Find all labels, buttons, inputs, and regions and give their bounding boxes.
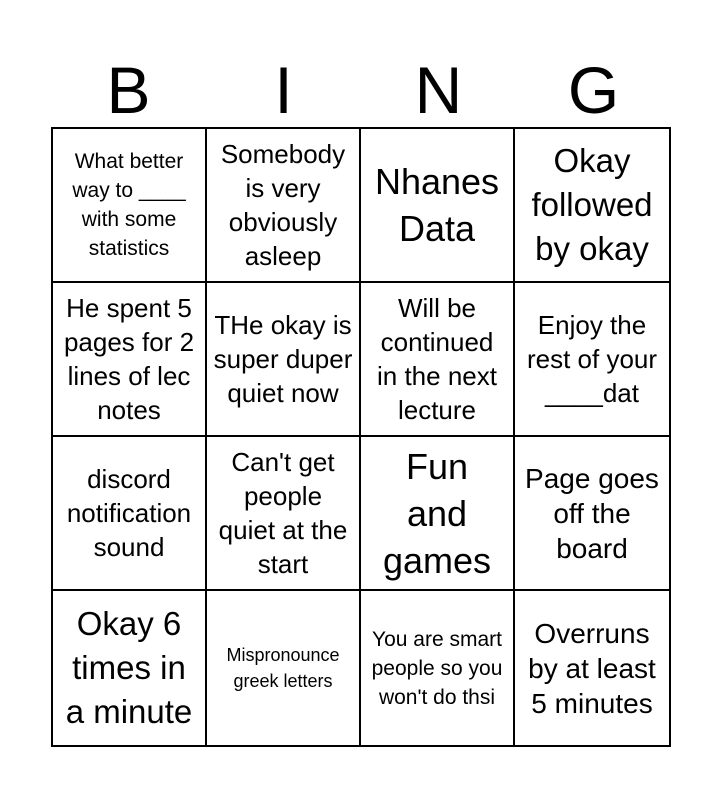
header-letter-b: B bbox=[106, 53, 151, 127]
bingo-cell[interactable] bbox=[361, 129, 515, 283]
header-letter-i: I bbox=[274, 53, 293, 127]
bingo-cell[interactable] bbox=[53, 591, 207, 745]
cell-text: Nhanes Data bbox=[374, 161, 500, 249]
cell-text: Will be continued in the next lecture bbox=[377, 293, 497, 425]
cell-text: Mispronounce greek letters bbox=[226, 645, 340, 691]
bingo-cell[interactable] bbox=[515, 437, 669, 591]
bingo-cell[interactable] bbox=[361, 437, 515, 591]
bingo-header bbox=[51, 52, 671, 128]
cell-text: Okay followed by okay bbox=[531, 142, 653, 267]
header-letter-g: G bbox=[567, 53, 620, 127]
bingo-cell[interactable] bbox=[207, 283, 361, 437]
bingo-cell[interactable] bbox=[207, 437, 361, 591]
bingo-cell[interactable] bbox=[53, 283, 207, 437]
cell-text: What better way to ____ with some statistics bbox=[72, 150, 186, 260]
cell-text: You are smart people so you won't do thsi bbox=[371, 627, 503, 709]
cell-text: THe okay is super duper quiet now bbox=[213, 310, 353, 408]
bingo-cell[interactable] bbox=[361, 591, 515, 745]
cell-text: Overruns by at least 5 minutes bbox=[528, 617, 656, 719]
bingo-grid bbox=[51, 127, 671, 747]
cell-text: Page goes off the board bbox=[525, 462, 659, 564]
header-letter-n: N bbox=[414, 53, 463, 127]
bingo-cell[interactable] bbox=[53, 437, 207, 591]
bingo-cell[interactable] bbox=[207, 129, 361, 283]
bingo-cell[interactable] bbox=[515, 591, 669, 745]
cell-text: Okay 6 times in a minute bbox=[65, 605, 193, 730]
cell-text: Can't get people quiet at the start bbox=[218, 447, 348, 579]
bingo-cell[interactable] bbox=[515, 129, 669, 283]
bingo-cell[interactable] bbox=[207, 591, 361, 745]
cell-text: Fun and games bbox=[382, 445, 492, 581]
bingo-cell[interactable] bbox=[361, 283, 515, 437]
bingo-cell[interactable] bbox=[515, 283, 669, 437]
cell-text: Enjoy the rest of your ____dat bbox=[526, 310, 658, 408]
cell-text: Somebody is very obviously asleep bbox=[220, 139, 346, 271]
cell-text: He spent 5 pages for 2 lines of lec notes bbox=[63, 293, 195, 425]
bingo-cell[interactable] bbox=[53, 129, 207, 283]
cell-text: discord notification sound bbox=[66, 464, 192, 562]
